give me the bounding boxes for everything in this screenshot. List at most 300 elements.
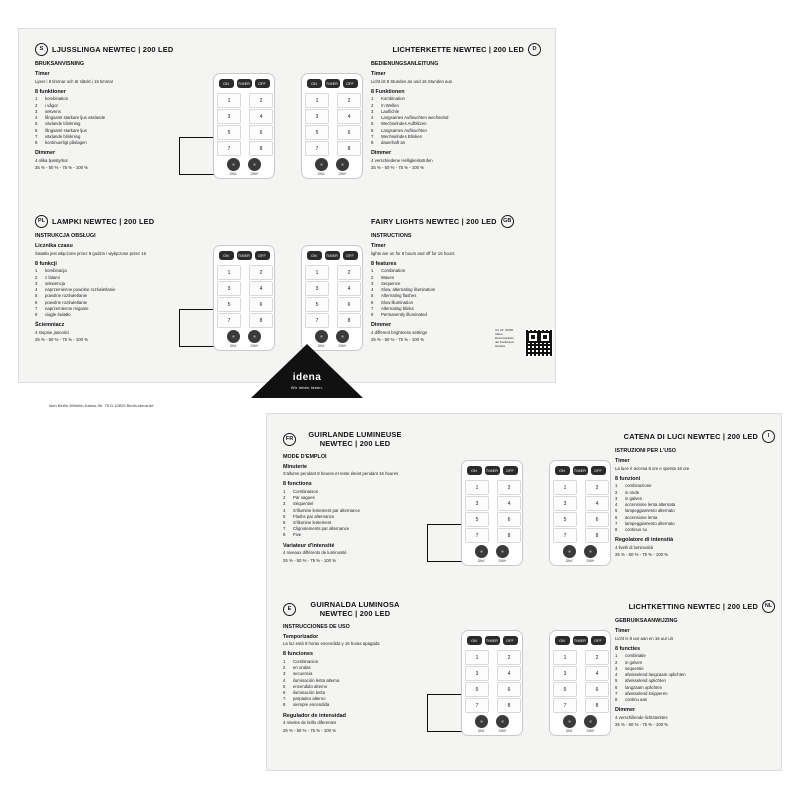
- list-item: 1 Combinaison: [283, 488, 319, 494]
- panel-it-heading: ISTRUZIONI PER L'USO: [615, 448, 676, 454]
- dim-plus-button[interactable]: [248, 158, 261, 176]
- list-item: 5 encendido alterno: [283, 683, 328, 689]
- remote-keypad: [217, 265, 271, 327]
- panel-nl-header: [615, 600, 775, 613]
- panel-nl-dimmer-label: Dimmer: [615, 707, 636, 714]
- flag-icon-se: S: [35, 43, 48, 56]
- qr-line-2: Video-Demonstration: [495, 331, 514, 340]
- panel-gb-dimmer-values: 25 % - 50 % - 75 % - 100 %: [371, 337, 425, 343]
- qr-line-4: Hinweis: [495, 343, 506, 348]
- list-item: 8 Fixe: [283, 532, 302, 538]
- list-item: 2 en ondas: [283, 665, 311, 671]
- list-item: 7 lampeggiamento alternato: [615, 520, 675, 526]
- dim-minus-icon: [227, 158, 240, 171]
- remote-dim-row: [315, 158, 349, 176]
- list-item: 2 Waves: [371, 274, 394, 280]
- panel-pl-dimmer-values: 25 % - 50 % - 75 % - 100 %: [35, 337, 89, 343]
- remote-top-row: [219, 79, 270, 88]
- dim-minus-label: DIM-: [318, 172, 325, 176]
- list-item: 3 Lauflichle: [371, 108, 400, 114]
- remote-keypad: [465, 650, 519, 712]
- key-1[interactable]: 1: [465, 480, 489, 495]
- key-7[interactable]: 7: [465, 698, 489, 713]
- panel-de: [371, 43, 541, 172]
- key-1[interactable]: 1: [465, 650, 489, 665]
- panel-gb-title: FAIRY LIGHTS NEWTEC | 200 LED: [371, 216, 497, 226]
- key-8[interactable]: 8: [249, 141, 273, 156]
- list-item: 8 kontinuerligt påslagen: [35, 139, 87, 145]
- panel-se-functions-list: [35, 96, 195, 146]
- list-item: 2 in golven: [615, 659, 643, 665]
- key-2[interactable]: 2: [249, 265, 273, 280]
- dim-plus-icon: [584, 715, 597, 728]
- list-item: 1 Combination: [371, 268, 406, 274]
- dim-plus-label: DIM+: [586, 729, 595, 733]
- flag-icon-pl: PL: [35, 215, 48, 228]
- panel-pl-title: LAMPKI NEWTEC | 200 LED: [52, 216, 155, 226]
- list-item: 7 parpadeo alterno: [283, 696, 326, 702]
- list-item: 4 naprzemienne powolne rozświetlanie: [35, 287, 116, 293]
- panel-es-title: GUIRNALDA LUMINOSA NEWTEC | 200 LED: [310, 600, 400, 619]
- panel-de-header: [371, 43, 541, 56]
- timer-button[interactable]: TIMER: [573, 466, 588, 475]
- key-2[interactable]: 2: [337, 93, 361, 108]
- panel-it-title: CATENA DI LUCI NEWTEC | 200 LED: [623, 431, 758, 441]
- remote-control-nl[interactable]: [549, 630, 611, 736]
- list-item: 2 In Wellen: [371, 102, 399, 108]
- list-item: 4 Langsames Aufleuchten wechselnd: [371, 115, 449, 121]
- dim-minus-label: DIM-: [478, 559, 485, 563]
- dim-plus-button[interactable]: [496, 545, 509, 563]
- panel-fr-timer-text: S'allume pendant 8 heures et reste éteint pendant 16 heures: [283, 471, 399, 476]
- remote-keypad: [553, 480, 607, 542]
- key-3[interactable]: 3: [217, 109, 241, 124]
- timer-button[interactable]: TIMER: [237, 251, 252, 260]
- key-6[interactable]: 6: [337, 125, 361, 140]
- off-button[interactable]: OFF: [255, 79, 270, 88]
- remote-control-pl[interactable]: [213, 245, 275, 351]
- dim-plus-icon: [336, 158, 349, 171]
- dim-minus-label: DIM-: [318, 344, 325, 348]
- panel-it-timer-text: La luce è accesa 8 ore e spenta 16 ore: [615, 465, 690, 471]
- panel-se-title: LJUSSLINGA NEWTEC | 200 LED: [52, 44, 174, 54]
- key-8[interactable]: 8: [585, 698, 609, 713]
- dim-minus-button[interactable]: [227, 330, 240, 348]
- list-item: 2 z falami: [35, 274, 60, 280]
- key-1[interactable]: 1: [217, 265, 241, 280]
- dim-minus-label: DIM-: [478, 729, 485, 733]
- key-5[interactable]: 5: [305, 125, 329, 140]
- timer-button[interactable]: TIMER: [485, 636, 500, 645]
- key-5[interactable]: 5: [465, 512, 489, 527]
- panel-gb-dimmer-text: 4 different brightness settings: [371, 329, 428, 335]
- dim-minus-icon: [563, 545, 576, 558]
- panel-se-dimmer-values: 25 % - 50 % - 75 % - 100 %: [35, 165, 89, 171]
- list-item: 3 Sequence: [371, 280, 401, 286]
- list-item: 1 combinazione: [615, 483, 652, 489]
- dim-plus-label: DIM+: [338, 344, 347, 348]
- dim-plus-label: DIM+: [586, 559, 595, 563]
- key-2[interactable]: 2: [497, 480, 521, 495]
- dim-minus-button[interactable]: [315, 158, 328, 176]
- panel-fr-dimmer-text: 4 niveaux différents de luminosité: [283, 550, 347, 556]
- panel-fr-timer-label: Minuterie: [283, 463, 307, 470]
- list-item: 7 naprzemienne miganie: [35, 305, 89, 311]
- list-item: 1 Combinacion: [283, 658, 319, 664]
- key-5[interactable]: 5: [305, 297, 329, 312]
- remote-dim-row: [475, 545, 509, 563]
- key-3[interactable]: 3: [465, 496, 489, 511]
- on-button[interactable]: ON: [555, 466, 570, 475]
- qr-article-number: Art.-Nr. 31305: [495, 328, 513, 332]
- key-5[interactable]: 5: [553, 512, 577, 527]
- list-item: 4 iluminación lenta alterna: [283, 677, 340, 683]
- dim-plus-button[interactable]: [584, 715, 597, 733]
- flag-icon-it: I: [762, 430, 775, 443]
- dim-minus-icon: [475, 715, 488, 728]
- panel-se-dimmer-text: 4 olika ljusstyrkor: [35, 157, 68, 163]
- key-8[interactable]: 8: [497, 698, 521, 713]
- list-item: 5 Wechselndes Aufblitzen: [371, 121, 427, 127]
- key-4[interactable]: 4: [337, 109, 361, 124]
- dim-plus-icon: [248, 158, 261, 171]
- on-button[interactable]: ON: [555, 636, 570, 645]
- key-5[interactable]: 5: [553, 682, 577, 697]
- list-item: 4 accensione lenta alternata: [615, 502, 676, 508]
- dim-plus-label: DIM+: [338, 172, 347, 176]
- key-4[interactable]: 4: [249, 109, 273, 124]
- panel-de-heading: BEDIENUNGSANLEITUNG: [371, 61, 439, 67]
- panel-nl-heading: GEBRUIKSAANWIJZING: [615, 618, 678, 624]
- list-item: 3 sekvens: [35, 108, 61, 114]
- panel-gb: [371, 215, 541, 344]
- qr-caption: [495, 329, 522, 349]
- key-3[interactable]: 3: [553, 496, 577, 511]
- panel-it-functions-label: 8 funzioni: [615, 475, 641, 482]
- dim-minus-button[interactable]: [227, 158, 240, 176]
- dim-plus-label: DIM+: [250, 344, 259, 348]
- panel-fr-dimmer-label: Variateur d'intensité: [283, 542, 335, 549]
- key-7[interactable]: 7: [305, 141, 329, 156]
- list-item: 7 Clignotements par alternance: [283, 526, 350, 532]
- panel-se-functions-label: 8 funktioner: [35, 88, 66, 95]
- panel-pl-header: [35, 215, 195, 228]
- remote-control-se[interactable]: [213, 73, 275, 179]
- panel-de-dimmer-values: 25 % - 50 % - 75 % - 100 %: [371, 165, 425, 171]
- key-4[interactable]: 4: [585, 496, 609, 511]
- panel-nl-timer-text: Licht is 8 uur aan en 16 uur uit: [615, 635, 673, 641]
- list-item: 3 in galven: [615, 495, 643, 501]
- panel-es-timer-text: La luz está 8 horas encendida y 16 horas apagada: [283, 641, 380, 646]
- key-1[interactable]: 1: [553, 480, 577, 495]
- dim-plus-label: DIM+: [250, 172, 259, 176]
- connector-line-se: [179, 137, 214, 175]
- remote-control-es[interactable]: [461, 630, 523, 736]
- off-button[interactable]: OFF: [343, 79, 358, 88]
- panel-it-dimmer-text: 4 livelli di luminosità: [615, 544, 653, 550]
- panel-pl-functions-label: 8 funkcji: [35, 260, 57, 267]
- panel-fr-title: GUIRLANDE LUMINEUSE NEWTEC | 200 LED: [308, 430, 402, 449]
- key-2[interactable]: 2: [497, 650, 521, 665]
- panel-es-header: [283, 600, 443, 619]
- dim-plus-icon: [336, 330, 349, 343]
- list-item: 1 kombinacja: [35, 268, 67, 274]
- key-6[interactable]: 6: [497, 512, 521, 527]
- dim-minus-button[interactable]: [475, 545, 488, 563]
- list-item: 4 långsamt starkare ljus växlande: [35, 115, 106, 121]
- qr-info-block: [495, 329, 553, 357]
- key-3[interactable]: 3: [465, 666, 489, 681]
- dim-plus-button[interactable]: [496, 715, 509, 733]
- remote-keypad: [217, 93, 271, 155]
- remote-top-row: [219, 251, 270, 260]
- list-item: 6 Slow illumination: [371, 299, 414, 305]
- panel-gb-timer-label: Timer: [371, 243, 386, 249]
- panel-it-dimmer-label: Regolatore di intensità: [615, 537, 674, 544]
- connector-line-pl: [179, 309, 214, 347]
- list-item: 2 i vågor: [35, 102, 58, 108]
- flag-icon-fr: FR: [283, 433, 296, 446]
- off-button[interactable]: OFF: [343, 251, 358, 260]
- panel-se-timer-label: Timer: [35, 71, 50, 77]
- dim-minus-icon: [315, 330, 328, 343]
- panel-se-timer-text: Lyser i 8 timmar och är släckt i 16 timmar: [35, 78, 114, 84]
- timer-button[interactable]: TIMER: [485, 466, 500, 475]
- dim-plus-icon: [496, 715, 509, 728]
- list-item: 5 afwisselend oplichten: [615, 678, 666, 684]
- remote-control-de[interactable]: [301, 73, 363, 179]
- panel-nl: [615, 600, 775, 729]
- panel-fr-functions-list: [283, 489, 443, 539]
- key-8[interactable]: 8: [337, 313, 361, 328]
- list-item: 3 secuencia: [283, 671, 313, 677]
- on-button[interactable]: ON: [467, 636, 482, 645]
- flag-icon-de: D: [528, 43, 541, 56]
- list-item: 6 langzaam oplichten: [615, 684, 663, 690]
- instruction-sheet-bottom: [266, 413, 782, 771]
- list-item: 8 continu aan: [615, 696, 648, 702]
- off-button[interactable]: OFF: [255, 251, 270, 260]
- key-1[interactable]: 1: [305, 93, 329, 108]
- panel-fr-heading: MODE D'EMPLOI: [283, 453, 327, 460]
- on-button[interactable]: ON: [467, 466, 482, 475]
- list-item: 4 S'illumine lentement par alternance: [283, 507, 360, 513]
- panel-it-timer-label: Timer: [615, 458, 630, 464]
- dim-minus-button[interactable]: [563, 715, 576, 733]
- list-item: 3 sequentie: [615, 665, 644, 671]
- list-item: 3 Séquentiel: [283, 501, 314, 507]
- remote-dim-row: [475, 715, 509, 733]
- panel-gb-timer-text: lights are on for 8 hours and off for 16 hours: [371, 250, 455, 256]
- off-button[interactable]: OFF: [503, 466, 518, 475]
- instruction-sheet-top: [18, 28, 556, 408]
- key-8[interactable]: 8: [585, 528, 609, 543]
- key-8[interactable]: 8: [497, 528, 521, 543]
- key-6[interactable]: 6: [585, 512, 609, 527]
- on-button[interactable]: ON: [219, 251, 234, 260]
- key-5[interactable]: 5: [217, 297, 241, 312]
- list-item: 6 iluminación lenta: [283, 690, 326, 696]
- panel-gb-heading: INSTRUCTIONS: [371, 233, 412, 239]
- key-3[interactable]: 3: [305, 109, 329, 124]
- dim-minus-label: DIM-: [566, 729, 573, 733]
- panel-de-title: LICHTERKETTE NEWTEC | 200 LED: [392, 44, 524, 54]
- key-5[interactable]: 5: [465, 682, 489, 697]
- dim-minus-icon: [227, 330, 240, 343]
- remote-top-row: [555, 636, 606, 645]
- remote-dim-row: [563, 715, 597, 733]
- panel-es-dimmer-values: 25 % - 50 % - 75 % - 100 %: [283, 727, 337, 733]
- remote-control-gb[interactable]: [301, 245, 363, 351]
- qr-code-icon: [525, 329, 553, 357]
- key-2[interactable]: 2: [585, 650, 609, 665]
- panel-gb-functions-list: [371, 268, 541, 318]
- key-8[interactable]: 8: [249, 313, 273, 328]
- list-item: 6 Langsames Aufleuchten: [371, 127, 427, 133]
- flag-icon-gb: GB: [501, 215, 514, 228]
- dim-minus-label: DIM-: [230, 344, 237, 348]
- remote-top-row: [467, 636, 518, 645]
- dim-plus-icon: [584, 545, 597, 558]
- off-button[interactable]: OFF: [591, 466, 606, 475]
- key-7[interactable]: 7: [553, 698, 577, 713]
- panel-se: [35, 43, 195, 172]
- key-7[interactable]: 7: [217, 141, 241, 156]
- remote-dim-row: [227, 158, 261, 176]
- on-button[interactable]: ON: [307, 79, 322, 88]
- panel-pl-timer-text: Światło jest włączone przez 8 godzin i wyłączone przez 16: [35, 250, 147, 256]
- panel-es-timer-label: Temporizador: [283, 633, 319, 640]
- timer-button[interactable]: TIMER: [237, 79, 252, 88]
- on-button[interactable]: ON: [219, 79, 234, 88]
- logo-name: idena: [292, 372, 322, 383]
- list-item: 8 Permanently illuminated: [371, 311, 427, 317]
- timer-button[interactable]: TIMER: [573, 636, 588, 645]
- panel-de-timer-label: Timer: [371, 71, 386, 77]
- panel-se-heading: BRUKSANVISNING: [35, 61, 85, 67]
- list-item: 6 accensione lenta: [615, 514, 658, 520]
- key-6[interactable]: 6: [249, 125, 273, 140]
- key-3[interactable]: 3: [217, 281, 241, 296]
- key-7[interactable]: 7: [305, 313, 329, 328]
- key-1[interactable]: 1: [217, 93, 241, 108]
- key-4[interactable]: 4: [249, 281, 273, 296]
- panel-de-functions-list: [371, 96, 541, 146]
- key-5[interactable]: 5: [217, 125, 241, 140]
- panel-es-functions-list: [283, 659, 443, 709]
- key-1[interactable]: 1: [553, 650, 577, 665]
- remote-keypad: [305, 265, 359, 327]
- panel-se-header: [35, 43, 195, 56]
- key-3[interactable]: 3: [305, 281, 329, 296]
- list-item: 7 Wechselndes Blinken: [371, 133, 423, 139]
- key-6[interactable]: 6: [249, 297, 273, 312]
- panel-nl-dimmer-values: 25 % - 50 % - 75 % - 100 %: [615, 722, 669, 728]
- panel-se-dimmer-label: Dimmer: [35, 150, 56, 157]
- timer-button[interactable]: TIMER: [325, 79, 340, 88]
- key-1[interactable]: 1: [305, 265, 329, 280]
- panel-pl-heading: INSTRUKCJA OBSŁUGI: [35, 233, 96, 239]
- panel-es: [283, 600, 443, 734]
- key-6[interactable]: 6: [585, 682, 609, 697]
- remote-control-fr[interactable]: [461, 460, 523, 566]
- list-item: 4 Slow, alternating illumination: [371, 287, 436, 293]
- key-4[interactable]: 4: [337, 281, 361, 296]
- panel-nl-functions-label: 8 functies: [615, 645, 641, 652]
- key-4[interactable]: 4: [497, 666, 521, 681]
- remote-keypad: [553, 650, 607, 712]
- list-item: 8 continuo su: [615, 526, 647, 532]
- key-7[interactable]: 7: [217, 313, 241, 328]
- dim-plus-button[interactable]: [584, 545, 597, 563]
- list-item: 4 afwisselend langzaam oplichten: [615, 672, 686, 678]
- on-button[interactable]: ON: [307, 251, 322, 260]
- key-7[interactable]: 7: [553, 528, 577, 543]
- key-2[interactable]: 2: [249, 93, 273, 108]
- list-item: 2 Par vagues: [283, 495, 315, 501]
- key-7[interactable]: 7: [465, 528, 489, 543]
- key-6[interactable]: 6: [337, 297, 361, 312]
- key-8[interactable]: 8: [337, 141, 361, 156]
- panel-es-dimmer-label: Regulador de intensidad: [283, 712, 346, 719]
- list-item: 1 combinatie: [615, 653, 646, 659]
- dim-minus-button[interactable]: [563, 545, 576, 563]
- list-item: 3 sekwencja: [35, 280, 66, 286]
- list-item: 5 Flashs par alternance: [283, 513, 335, 519]
- list-item: 5 lampeggiamento alternato: [615, 508, 675, 514]
- dim-minus-button[interactable]: [475, 715, 488, 733]
- key-4[interactable]: 4: [497, 496, 521, 511]
- panel-de-dimmer-label: Dimmer: [371, 150, 392, 157]
- key-2[interactable]: 2: [337, 265, 361, 280]
- off-button[interactable]: OFF: [503, 636, 518, 645]
- panel-pl-dimmer-label: Ściemniacz: [35, 322, 65, 329]
- list-item: 7 växlande blinkning: [35, 133, 81, 139]
- footer-address: Iden Berlin Wilhelm-Kabus-Str. 75 D-10829 Berlin-idena.de: [49, 403, 154, 408]
- remote-control-it[interactable]: [549, 460, 611, 566]
- panel-pl-dimmer-text: 4 stopnie jasności: [35, 329, 70, 335]
- list-item: 7 afwisselend knipperen: [615, 690, 668, 696]
- connector-line-fr: [427, 524, 462, 562]
- list-item: 7 Alternating blinks: [371, 305, 414, 311]
- key-3[interactable]: 3: [553, 666, 577, 681]
- panel-fr-functions-label: 8 fonctions: [283, 481, 312, 488]
- dim-minus-icon: [315, 158, 328, 171]
- dim-plus-button[interactable]: [336, 158, 349, 176]
- dim-plus-icon: [496, 545, 509, 558]
- key-4[interactable]: 4: [585, 666, 609, 681]
- dim-minus-label: DIM-: [566, 559, 573, 563]
- remote-top-row: [467, 466, 518, 475]
- dim-minus-label: DIM-: [230, 172, 237, 176]
- timer-button[interactable]: TIMER: [325, 251, 340, 260]
- dim-minus-icon: [563, 715, 576, 728]
- panel-fr: [283, 430, 443, 564]
- remote-keypad: [305, 93, 359, 155]
- key-2[interactable]: 2: [585, 480, 609, 495]
- panel-it-header: [615, 430, 775, 443]
- panel-de-timer-text: Licht ist 8 Stunden an und 16 Stunden aus: [371, 78, 452, 84]
- list-item: 2 in onde: [615, 489, 640, 495]
- key-6[interactable]: 6: [497, 682, 521, 697]
- panel-es-dimmer-text: 4 niveles de brillo diferentes: [283, 720, 337, 726]
- off-button[interactable]: OFF: [591, 636, 606, 645]
- list-item: 6 S'illumine lentement: [283, 520, 332, 526]
- panel-it-dimmer-values: 25 % - 50 % - 75 % - 100 %: [615, 552, 669, 558]
- panel-nl-timer-label: Timer: [615, 628, 630, 634]
- brand-logo: [251, 344, 363, 398]
- dim-plus-label: DIM+: [498, 729, 507, 733]
